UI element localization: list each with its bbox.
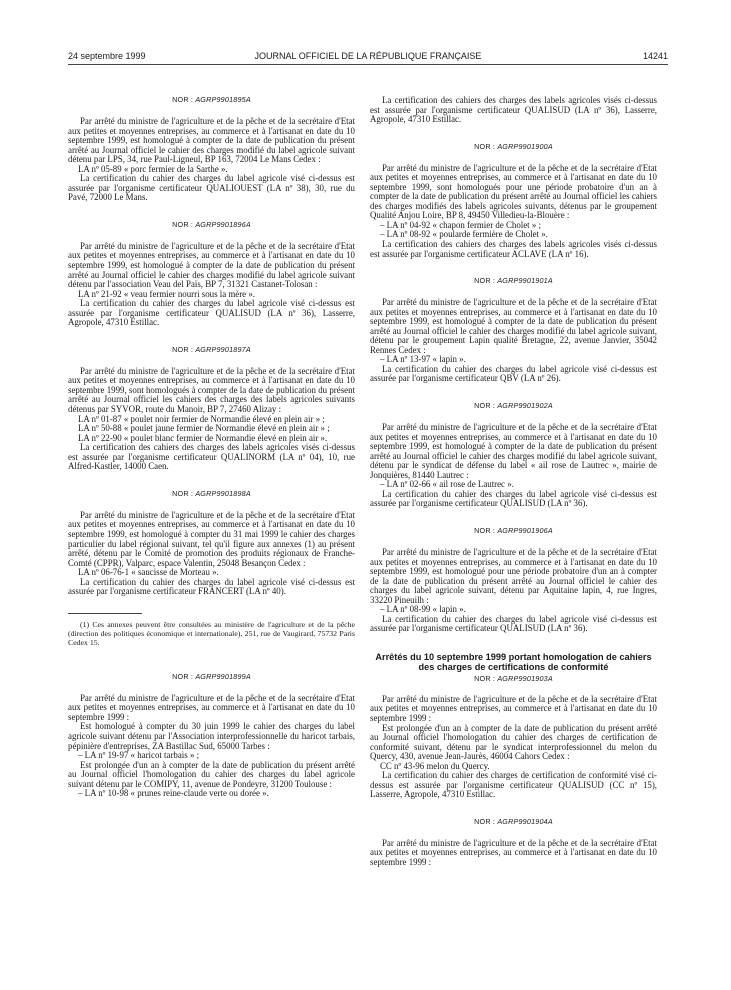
paragraph: CC nº 43-96 melon du Quercy. [380, 760, 490, 771]
paragraph: La certification du cahier des charges du label agricole visé ci-dessus est assurée par l'organisme certificateur QUALISUD (LA nº 36). [370, 488, 657, 509]
nor-prefix: NOR : [172, 95, 196, 104]
header-page-number: 14241 [642, 51, 668, 61]
block-spacer [370, 800, 657, 818]
nor-reference [68, 96, 355, 104]
paragraph: La certification des cahiers des charges des labels agricoles visés ci-dessus est assurée par l'organisme certificateur QUALISUD (LA nº 36), Lasserre, Agropole, 47310 Estillac. [370, 95, 657, 125]
nor-reference [370, 277, 657, 285]
nor-reference [370, 818, 657, 826]
block-spacer [68, 472, 355, 490]
nor-code: AGRP9901895A [195, 95, 251, 104]
section-heading: Arrêtés du 10 septembre 1999 portant homologation de cahiers des charges de certifications de conformité [375, 651, 652, 673]
paragraph: Est prolongée d'un an à compter de la date de publication du présent arrêté au Journal officiel l'homologation du cahier des charges du label agricole suivant détenu par le COMIPY, 11, avenue de Pondeyre, 31200 Toulouse : [68, 759, 355, 789]
paragraph: LA nº 22-90 « poulet blanc fermier de Normandie élevé en plein air ». [78, 432, 328, 443]
nor-code: AGRP9901902A [497, 401, 553, 411]
paragraph: Par arrêté du ministre de l'agriculture et de la pêche et de la secrétaire d'Etat aux petites et moyennes entreprises, au commerce et à l'artisanat en date du 10 septembre 1999, est homologué à compter du 31 mai 1999 le cahier des charges particulier du label régional suivant, tel qu'il figure aux annexes (1) au présent arrêté, détenu par le Comité de promotion des produits régionaux de Franche-Comté (CPPR), Valparc, espace Valentin, 25048 Besançon Cedex : [68, 509, 355, 568]
nor-prefix: NOR : [172, 671, 196, 681]
paragraph: La certification du cahier des charges du label agricole visé ci-dessus est assurée par l'organisme certificateur QBV (LA nº 26). [370, 363, 657, 384]
paragraph: LA nº 21-92 « veau fermier nourri sous la mère ». [78, 288, 255, 299]
paragraph: Par arrêté du ministre de l'agriculture et de la pêche et de la secrétaire d'Etat aux petites et moyennes entreprises, au commerce et à l'artisanat en date du 10 septembre 1999, est homologué pour une période probatoire d'un an à compter de la date de publication du présent arrêté au Journal officiel le cahier des charges du label agricole suivant, détenu par Aquitaine lapin, 4, rue Ingres, 33220 Pineuilh : [370, 546, 657, 605]
paragraph: – LA nº 13-97 « lapin ». [380, 354, 466, 365]
paragraph: – LA nº 19-97 « haricot tarbais » ; [78, 750, 200, 761]
paragraph: Par arrêté du ministre de l'agriculture et de la pêche et de la secrétaire d'Etat aux petites et moyennes entreprises, au commerce et à l'artisanat en date du 10 septembre 1999 : [370, 837, 657, 867]
paragraph: La certification du cahier des charges du label agricole visé ci-dessus est assurée par l'organisme certificateur QUALISUD (LA nº 36), Lasserre, Agropole, 47310 Estillac. [68, 298, 355, 328]
paragraph: – LA nº 08-99 « lapin ». [380, 604, 466, 615]
paragraph: La certification du cahier des charges du label agricole visé ci-dessus est assurée par l'organisme certificateur QUALISUD (LA nº 36). [370, 613, 657, 634]
nor-prefix: NOR : [474, 141, 498, 151]
nor-reference [370, 675, 657, 683]
paragraph: – LA nº 04-92 « chapon fermier de Cholet » ; [380, 219, 541, 230]
paragraph: La certification du cahier des charges de certification de conformité visé ci-dessus est assurée par l'organisme certificateur QUALISUD (CC nº 15), Lasserre, Agropole, 47310 Estillac. [370, 770, 657, 800]
paragraph: Par arrêté du ministre de l'agriculture et de la pêche et de la secrétaire d'Etat aux petites et moyennes entreprises, au commerce et à l'artisanat en date du 10 septembre 1999, est homologué à compter de la date de publication du présent arrêté au Journal officiel le cahier des charges modifié du label agricole suivant détenu par l'association Veau del Païs, BP 7, 31321 Castanet-Tolosan : [68, 240, 355, 290]
header-date: 24 septembre 1999 [68, 51, 146, 61]
nor-code: AGRP9901900A [497, 141, 553, 151]
nor-reference [68, 346, 355, 354]
nor-prefix: NOR : [474, 673, 498, 683]
nor-prefix: NOR : [474, 401, 498, 411]
nor-reference [68, 221, 355, 229]
paragraph: – LA nº 10-98 « prunes reine-claude verte ou dorée ». [78, 788, 269, 799]
nor-code: AGRP9901896A [195, 219, 251, 229]
nor-code: AGRP9901903A [497, 673, 553, 683]
paragraph: Par arrêté du ministre de l'agriculture et de la pêche et de la secrétaire d'Etat aux petites et moyennes entreprises, au commerce et à l'artisanat en date du 10 septembre 1999, sont homologués à compter de la date de publication du présent arrêté au Journal officiel les cahiers des charges des labels agricoles suivants détenus par SYVOR, route du Manoir, BP 7, 27460 Alizay : [68, 365, 355, 415]
page-header [68, 50, 668, 62]
paragraph: Est homologué à compter du 30 juin 1999 le cahier des charges du label agricole suivant détenu par l'Association interprofessionnelle du haricot tarbais, pépinière d'entreprises, ZA Bastillac Sud, 65000 Tarbes : [68, 721, 355, 751]
paragraph: – LA nº 02-66 « ail rose de Lautrec ». [380, 479, 514, 490]
nor-code: AGRP9901901A [497, 276, 553, 286]
paragraph: Par arrêté du ministre de l'agriculture et de la pêche et de la secrétaire d'Etat aux petites et moyennes entreprises, au commerce et à l'artisanat en date du 10 septembre 1999 : [68, 692, 355, 722]
nor-prefix: NOR : [474, 276, 498, 286]
nor-reference [370, 143, 657, 151]
block-spacer [68, 647, 355, 673]
paragraph: LA nº 05-89 « porc fermier de la Sarthe ». [78, 163, 228, 174]
paragraph: La certification des cahiers des charges des labels agricoles visés ci-dessus est assurée par l'organisme certificateur QUALINORM (LA nº 04), 10, rue Alfred-Kastler, 14000 Caen. [68, 442, 355, 472]
header-rule [68, 64, 668, 65]
block-spacer [370, 384, 657, 402]
paragraph: La certification des cahiers des charges des labels agricoles visés ci-dessus est assurée par l'organisme certificateur ACLAVE (LA nº 16). [370, 239, 657, 259]
paragraph: Est prolongée d'un an à compter de la date de publication du présent arrêté au Journal officiel l'homologation du cahier des charges de certification de conformité suivant, détenu par le syndicat interprofessionnel du melon du Quercy, 430, avenue Jean-Jaurès, 46004 Cahors Cedex : [370, 722, 657, 762]
paragraph: La certification du cahier des charges du label agricole visé ci-dessus est assurée par l'organisme certificateur QUALIOUEST (LA nº 38), 30, rue du Pavé, 72000 Le Mans. [68, 173, 355, 203]
nor-code: AGRP9901899A [195, 671, 251, 681]
nor-prefix: NOR : [172, 344, 196, 354]
footnote: (1) Ces annexes peuvent être consultées au ministère de l'agriculture et de la pêche (direction des politiques économique et internationale), 251, rue de Vaugirard, 75732 Paris Cedex 15. [68, 619, 355, 647]
right-column [370, 96, 657, 868]
paragraph: LA nº 06-76-1 « saucisse de Morteau ». [78, 567, 219, 578]
block-spacer [370, 259, 657, 277]
nor-reference [68, 490, 355, 498]
nor-prefix: NOR : [474, 816, 498, 826]
nor-prefix: NOR : [172, 488, 196, 498]
nor-code: AGRP9901897A [195, 344, 251, 354]
paragraph: – LA nº 08-92 « poularde fermière de Cholet ». [380, 229, 548, 240]
nor-prefix: NOR : [474, 525, 498, 535]
block-spacer [370, 634, 657, 652]
nor-code: AGRP9901904A [497, 816, 553, 826]
nor-reference [370, 527, 657, 535]
paragraph: LA nº 50-88 « poulet jaune fermier de Normandie élevé en plein air » ; [78, 423, 330, 434]
paragraph: Par arrêté du ministre de l'agriculture et de la pêche et de la secrétaire d'Etat aux petites et moyennes entreprises, au commerce et à l'artisanat en date du 10 septembre 1999 : [370, 693, 657, 723]
footnote-rule [68, 613, 142, 614]
nor-code: AGRP9901906A [497, 525, 553, 535]
block-spacer [370, 509, 657, 527]
paragraph: Par arrêté du ministre de l'agriculture et de la pêche et de la secrétaire d'Etat aux petites et moyennes entreprises, au commerce et à l'artisanat en date du 10 septembre 1999, sont homologués pour une période probatoire d'un an à compter de la date de publication du présent arrêté au Journal officiel les cahiers des charges modifiés des labels agricoles suivants, détenus par le groupement Qualité Anjou Loire, BP 8, 49450 Villedieu-la-Blouère : [370, 162, 657, 221]
paragraph: Par arrêté du ministre de l'agriculture et de la pêche et de la secrétaire d'Etat aux petites et moyennes entreprises, au commerce et à l'artisanat en date du 10 septembre 1999, est homologué à compter de la date de publication du présent arrêté au Journal officiel le cahier des charges modifié du label agricole suivant, détenu par le groupement Lapin qualité Bretagne, 22, avenue Janvier, 35042 Rennes Cedex : [370, 297, 657, 355]
paragraph: LA nº 01-87 « poulet noir fermier de Normandie élevé en plein air » ; [78, 413, 325, 424]
paragraph: Par arrêté du ministre de l'agriculture et de la pêche et de la secrétaire d'Etat aux petites et moyennes entreprises, au commerce et à l'artisanat en date du 10 septembre 1999, est homologué à compter de la date de publication du présent arrêté au Journal officiel le cahier des charges modifié du label agricole suivant détenu par LPS, 34, rue Paul-Ligneul, BP 163, 72004 Le Mans Cedex : [68, 116, 355, 165]
nor-reference [370, 402, 657, 410]
header-journal-title: JOURNAL OFFICIEL DE LA RÉPUBLIQUE FRANÇAISE [254, 51, 482, 61]
block-spacer [68, 328, 355, 346]
paragraph: La certification du cahier des charges du label agricole visé ci-dessus est assurée par l'organisme certificateur FRANCERT (LA nº 40). [68, 576, 355, 597]
left-column [68, 96, 355, 799]
block-spacer [370, 125, 657, 143]
nor-code: AGRP9901898A [195, 488, 251, 498]
nor-prefix: NOR : [172, 219, 196, 229]
nor-reference [68, 673, 355, 681]
paragraph: Par arrêté du ministre de l'agriculture et de la pêche et de la secrétaire d'Etat aux petites et moyennes entreprises, au commerce et à l'artisanat en date du 10 septembre 1999, est homologué à compter de la date de publication du présent arrêté au Journal officiel le cahier des charges modifié du label agricole suivant, détenu par le syndicat de défense du label « ail rose de Lautrec », mairie de Jonquières, 81440 Lautrec : [370, 422, 657, 480]
block-spacer [68, 203, 355, 221]
